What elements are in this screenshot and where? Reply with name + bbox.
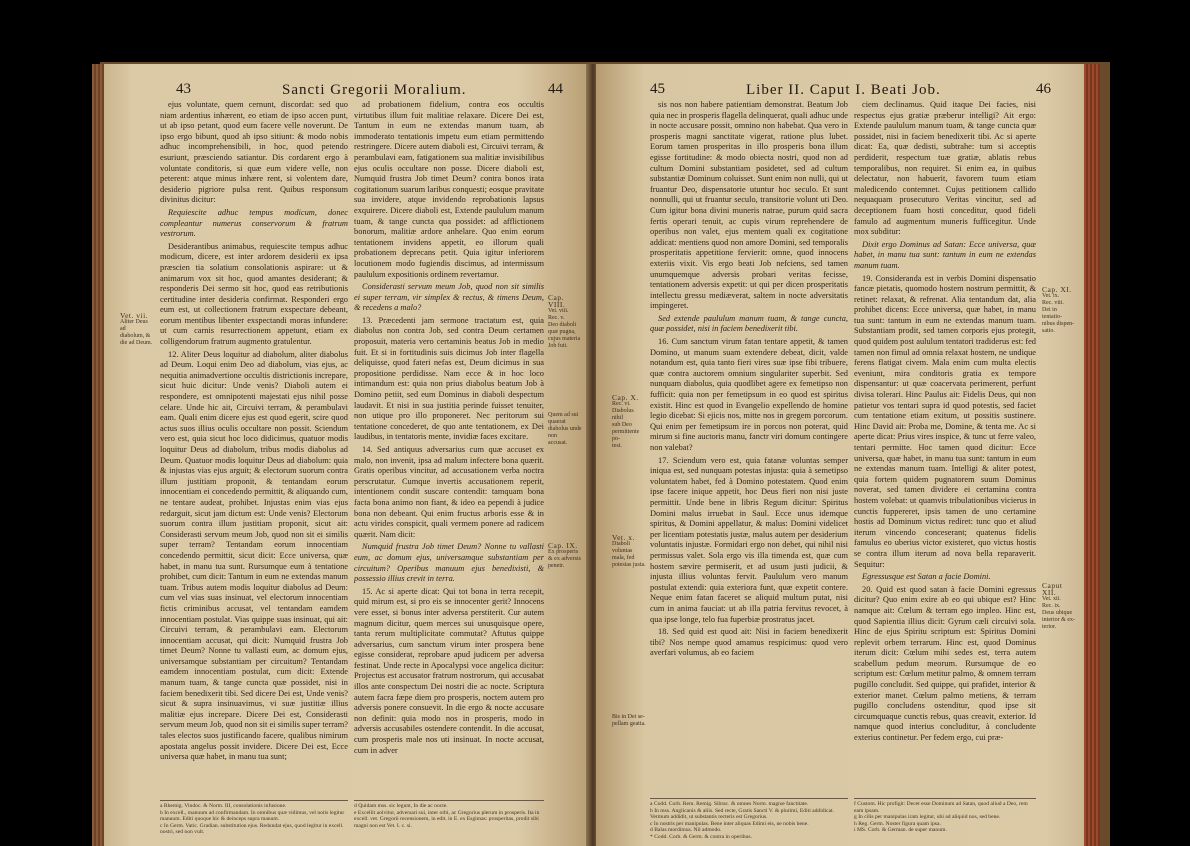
margin-note: Cap. VIII. Vet. viii. Rec. v. Deo diaboli quæ pugna, cujus materia Job fuit. (548, 293, 581, 349)
text-column-right (854, 100, 1036, 794)
paragraph: ad probationem fidelium, contra eos occultis virtutibus illum fuit malitiae relaxare. Dicere Dei est, Tantum in eum ne extendas manum tuam, ab immoderato tentationis impetu eum etiam permittendo restringere. Dicere autem diaboli est, Circuivi terram, & perambulavi eam, fatigationem sua malitiæ invisibilibus ejus oculis occultare non posse. Dicere diaboli est, Numquid frustra Job timet Deum? contra bonos irata cogitationum suarum laribus conquesti; eosque pravitate sua invidere, atque invidendo reprobationis lapsus exquirere. Dicere diaboli est, Extende paululum manum tuam, & tange cuncta qua possidet: ad afflictionem bonorum, malitiæ ardore anhelare. Quo enim eorum tentationem invidens appetit, eo illorum quali probationem deprecans petit. Quia igitur inferiorem locutionem modo fugiendis discimus, ad intermissum paululum expositionis ordinem revertamur. (354, 100, 544, 279)
margin-note: Cap. X. Rec. vi. Diabolus nihil sub Deo permittente po- test. (612, 393, 640, 449)
text-column-left (160, 100, 348, 800)
scripture-quote: Egressusque est Satan a facie Domini. (862, 572, 991, 582)
margin-note: Bis in Dei se- pellam geatia. (612, 714, 646, 727)
right-page (596, 64, 1084, 846)
paragraph: ciem declinamus. Quid itaque Dei facies, nisi respectus ejus gratiæ præberur intelligi? Ait ergo: Extende paululum manum tuam, & tange cuncta quæ possidet, nisi in faciem benedixerit tibi. Ac si aperte dicat: Ea, quæ dedisti, subtrahe: tum si acceptis perdiderit, respectum tuæ gratiæ, ablatis rebus temporalibus, non requiret. Si enim ea, in quibus delectatur, non habuerit, favorem tuum etiam maledicendo contemnet. Cujus petitionem callido nequaquam prosecuturo Veritas vincitur, sed ad deceptionem fuam hosti conceditur, quod fideli famulo ad augmentum muneris fufficegitur. Unde mox subditur: (854, 100, 1036, 237)
footnotes: d Quidam mss. sic legunt, In die ac nocte. e Excellit aolvitur, adversari sui, inter orbi, ac Gregorius plerum in prosperis. Ita in excell. vet. Gregorii recensionem, in edit. in E. ex Esgimas: prosperitas, prodit sibi magni non est Vet. I. c. si. (354, 800, 544, 845)
margin-note: Vet. x. Diaboli voluntas mala, fed potestas justa. (612, 533, 646, 568)
paragraph: 14. Sed antiquus adversarius cum quæ accuset ex malo, non invenit, ipsa ad malum infectere bona quærit. Gratis operibus vincitur, ad accusationem verba noctra perscrutatur. Cumque invertis accusationem reperit, intentionem condit suscare contendit: tamquam bona facta bona animo non fiant, & ideo ea pependi à judice bona non debeant. Qui enim fructus arboris esse & in actu virides conspicit, quali vermem ponere ad radicem quærit. Nam dicit: (354, 445, 544, 539)
margin-note: Cap. IX. Ex prosperis & ex adversis penetr. (548, 541, 581, 569)
paragraph: 17. Sciendum vero est, quia fatanæ voluntas semper iniqua est, sed nunquam potestas injusta: quia à semetipso voluntatem habet, fed à Domino potestatem. Quod enim ipse facere inique appetit, hoc Deus fieri non nisi juste permittit. Unde bene in libris Regum dicitur: Spiritus Domini malus irruebat in Saul. Ecce unus idemque spiritus, & Domini appellatur, & malus: Domini videlicet per licentiam potestatis justæ, malus autem per desiderium voluntatis injustæ. Formidari ergo non debet, qui nihil nisi permissus valet. Sola ergo vis illa timenda est, quæ cum hostem sævire permiserit, et ad usum justi judicii, & injusta illius voluntas fervit. Paululum vero manum postulat extendi: quia exteriora funt, quæ expetit contere. Neque enim fatan faceret se aliquid multum putat, nisi cum in anima fauciat: ut ab illa patria fervitus revocet, à qua ipse longe, telo fua fuperbiæ prostratus jacet. (650, 455, 848, 624)
paragraph: ejus voluntate, quem cernunt, discordat: sed quo niam ardentius inhærent, eo etiam de ipso accen punt, ut ab ipso petant, quod eum facere velle noverunt. De ipso ergo bibunt, quod ab ipso sitiunt: & modo nobis adhuc incomprehensibili, in hoc, quod petendo esuriunt, præsciendo satiantur. Dis cordarent ergo à voluntate conditoris, si quæ eum videre velle, non peterent: atque minus inhære rent, si volentem dare, desiderio pigriore pulsa rent. Quibus responsum divinitus dicitur: (160, 100, 348, 205)
paragraph: Desiderantibus animabus, requiescite tempus adhuc modicum, dicere, est inter ardorem desiderii ex ipsa præscien tia solatium consolationis aspirare: ut & animarum vox sit hoc, quod amantes desiderant; & responderis Dei sermo sit hoc, quod eas retributionis certitudine inter desideria confirmat. Responderi ergo eum est, ut collectionem fratrum exspectare debeant, eorum mentibus libenter exspectandi moras infundere: ut cum carnis resurrectionem appetunt, etiam ex colligendorum fratrum augmento gratulentur. (160, 241, 348, 347)
running-head: Liber II. Caput I. Beati Job. (746, 82, 941, 98)
paragraph: sis nos non habere patientiam demonstrat. Beatum Job quia nec in prosperis flagella delinquerat, quali adhuc unde in nocte accusare possit, omnino non habebat. Qua vero in prosperis magni sanctitate vigerat, ratione plus lubet. Eorum tamen prosperitas in illo prosperis bona illum egisse fortitudine: & modo obiecta nostri, quod non ad cultum Domini substantiam posidetet, sed ad cultum substantiæ Dominum coluisset. Sunt enim non nulli, qui ut fruantur Deo, dispensatorie utuntur hoc seculo. Et sunt nonnulli, qui ut fruantur seculo, transitorie volunt uti Deo. Cum igitur bona divini muneris natrae, purum quid sacra fertis operari tenuit, ac cupis virum reprehendere de operibus non valet, ejus mentem quali ex cogitatione addicat: mentiens quod non amore Domini, sed temporalis prosperitatis appetitione fervierit: omne, quod innocens exteriis vixit. Vis ergo beati Job nefciens, sed tamen unumquemque adversis probari veritas fecisse, tentationem adversis expetit: ut qui per dicen prosperitatis intellectu gressu mediæverat, saltem in nocte adversitatis impingeret. (650, 100, 848, 311)
paragraph: 12. Aliter Deus loquitur ad diabolum, aliter diabolus ad Deum. Loqui enim Deo ad diabolum, vias ejus, ac nequitia animadvertione occultis districtionis increpare, sicut huic dicitur: Unde venis? Diaboli autem ei respondere, est omnipotenti majestati ejus nihil posse celare. Unde hic ait, Circuivi terram, & perambulavi eam. Quali enim dicere ejus est quod egerit, scire quod actus suos illius oculis occultare non possit. Sciendum vero est, quia sicut hoc loco didicimus, quatuor modis loquitur Deus ad diabolum, tribus modis diabolus ad Deum. Quatuor modis loquitur Deus ad diabolum: quia & injustas vias ejus arguit; & electorum suorum contra illum justitiam proponit, & tentandam eorum innocentiam ei concedendo permittit, & aliquando cum, ne tentare audeat, prohibet. Injustas enim vias ejus redarguit, sicut jam dictum est: Unde venis? Electorum suorum contra illum justitiam proponit, sicut ait: Considerasti servum meum Job, quod non sit ei similis super terram? Tentandam eorum innocentiam concedendo permittit, sicut dicit: Ecce universa, quæ habet, in manu tua sunt. Rursumque eum à tentatione prohibet, cum dicit: Tantum in eum ne extendas manum tuam. Tribus autem modis loquitur diabolus ad Deum: cum vel vias suas insinuat, vel electorum innocentiam fictis criminibus accusat, vel tentandam eamdem innocentiam postulat. Vias quippe suas insinuat, qui ait: Circuivi terram, & perambulavi eam. Electorum innocentiam accusat, qui dicit: Numquid frustra Job timet Deum? Nonne tu vallasti eum, ac domum ejus, universamque substantiam per circuitum? Tentandam eamdem innocentiam postulat, cum dicit: Extende manum tuam, & tange cuncta quæ possidet, nisi in faciem benedixerit tibi. Sed dicere Dei est, Unde venis? sicut & supra insinuavimus, vi suæ justitiæ illius malitiæ ejus increpare. Dicere Dei est, Considerasti servum meum Job, quod non sit ei similis super terram? tales electos suos justificando facere, qualibus nimirum apostata angelus possit invidere. Dicere Dei est, Ecce universa quæ habet, in manu tua sunt; (160, 349, 348, 762)
page-number: 44 (548, 81, 563, 97)
left-page-edges (92, 64, 104, 846)
scripture-quote: Considerasti servum meum Job, quod non sit similis ei super terram, vir simplex & rectus, & timens Deum, & recedens a malo? (354, 282, 544, 313)
right-page-edges (1084, 64, 1100, 846)
footnotes: f Custom. Hic profigit: Decet esse Dominum ad Satan, quod aliud a Deo, rem eam ipsam. g In cilis per manipulas iram legitur, ubi ad aliquid nos, sed bene. h Reg. Germ. Noster figura quam ipsa. i MS. Corb. & German. de super manum. (854, 798, 1036, 845)
paragraph: 18. Sed quid est quod ait: Nisi in faciem benedixerit tibi? Nos nempe quod amamus respicimus: quod vero averfari volumus, ab eo faciem (650, 627, 848, 658)
paragraph: 19. Consideranda est in verbis Domini dispensatio fancæ pietatis, quomodo hostem nostrum permittit, & retinet: relaxat, & refrenat. Alia tentandum dat, alia prohibet dicens: Ecce universa, quæ habet, in manu tua sunt: tantum in eum ne extendas manum tuam. Substantiam prodit, sed tamen corporis ejus protegit, quod quidem post aululum tentatori tradiderus est: fed tamen non fimul ad omnia relaxat hostem, ne undique ferens flatigat civem. Mala enim cum multa electis eveniunt, mira conditoris gratia ex tempore dispensantur: ut quæ coacervata perimerent, perfunt divisa tolerari. Hinc Paulus ait: Fidelis Deus, qui non patietur vos tentari supra id quod potestis, sed faciet cum tentatione etiam exitum, ut possitis sustinere. Hinc David ait: Proba me, Domine, & tenta me. Ac si aperte dicat: Prius vires inspice, & tunc ut ferre valeo, tentari permitte. Hoc tamen quod dicitur: Ecce universa, quæ habet, in manu tua sunt: tantum in eum ne extendas manum tuam. Intelligi & aliter potest, quia fortem quidem pugnatorem suum Dominus noverat, sed tamen dividere ei certamina contra hostem volebat: ut quamvis tribulationibus vicierus in cunctis fuppereret, ipsis tamen de uno certamine hostis ad Dominum victus rediret: tunc quo et aliud iterum vincendo conceserant; quatenus fidelis famulus eo uberius victor existeret, quo victus hostis se contra illum iterum ad nova bella reparaverit. Sequitur: (854, 273, 1036, 569)
page-number: 43 (176, 81, 191, 97)
scripture-quote: Numquid frustra Job timet Deum? Nonne tu vallasti eum, ac domum ejus, universamque substantiam per circuitum? Operibus manuum ejus benedixisti, & possessio illius crevit in terra. (354, 542, 544, 584)
scripture-quote: Requiescite adhuc tempus modicum, donec compleantur numerus conservorum & fratrum vestrorum. (160, 207, 348, 239)
footnotes: a Rhemig. Vindoc. & Norm. III, consolationis infusione. b In excell., manuum ad confirmandam. In omnibus quæ vidimus, vel notis legitur manuum. Editi quoque hic & deinceps supra manum. c In Germ. Vatic. Gradian. substitution ejus. Redundat ejus, quod legitur in excell. nostri, sed non vult. (160, 800, 348, 845)
margin-note: Cap. XI. Vet. ix. Rec. viii. Dei in tentatio- nibus dispen- satio. (1042, 285, 1075, 334)
text-column-left (650, 100, 848, 794)
margin-note: Quem ad sui quaerat diabolus unde non accusat. (548, 412, 582, 446)
scripture-quote: Dixit ergo Dominus ad Satan: Ecce universa, quæ habet, in manu tua sunt: tantum in eum ne extendas manum tuam. (854, 239, 1036, 270)
paragraph: 20. Quid est quod satan à facie Domini egressus dicitur? Quo enim exire ab eo qui ubique est? Hinc namque ait: Cœlum & terram ego impleo. Hinc est, quod Sapientia illius dicit: Gyrum cæli circuivi sola. Hinc de ejus Spiritu scriptum est: Spiritus Domini replevit orbem terrarum. Hinc est, quod Dominus iterum dicit: Cœlum mihi sedes est, terra autem scabellum pedum meorum. Rursumque de eo scriptum est: Cœlum metitur palmo, & omnem terram pugillo concludit. Sed quippe, qui prafidet, interior & exterior manet. Cœlum palmo metiens, & terram pugillo concludens ostenditur, quod ipse sit circumquaque cunctis rebus, quas creavit, exterior. Id namque quod interius concluditur, à concludente exterius continetur. Per fedem ergo, cui præ- (854, 584, 1036, 743)
page-number: 45 (650, 81, 665, 97)
paragraph: 13. Præcedenti jam sermone tractatum est, quia diabolus non contra Job, sed contra Deum certamen proposuit, materia vero certaminis beatus Job in medio fuit. Et si in fortitudinis suis dicimus Job inter flagella deliquisse, quod fateri nefas est, Deum dicimus in sua propositione perdidisse. Nam ecce & in hoc loco intimandum est: quia non prius diabolus beatum Job à Domino petiit, sed eum Dominus in diaboli despectum laudavit. Et nisi in sua justitia perinde fuisset tenuiter, non utique pro illo proponeret. Nec peritorum sui tentatione concederet, de quo ante tentationem, ex Dei laudibus, in tentatoris mente, invidiæ faces excitare. (354, 315, 544, 442)
scripture-quote: Sed extende paululum manum tuam, & tange cuncta, quæ possidet, nisi in faciem benedixerit tibi. (650, 313, 848, 334)
paragraph: 16. Cum sanctum virum fatan tentare appetit, & tamen Domino, ut manum suam extendere debeat, dicit, valde notandum est, quia tanto fieri vires suæ ipse fibi tribuere, quæ contra auctorem omnium singulariter superbit. Sed nunquam diabolus, quia quodlibet agere ex femetipso non fufficit: quia non per femetipsum in eo quod est spiritus existit. Hinc est quod in Evangelio expellendo de homine legio dicebat: Si ejicis nos, mitte nos in gregem porcorum. Qui enim per femetipsum ire in porcos non poterat, quid mirum si fine auctoris manu, fanctr viri domum contingere non valebat? (650, 337, 848, 452)
text-column-right (354, 100, 544, 786)
margin-note: Caput XII. Vet. xii. Rec. ix. Deus ubique interior & ex- terior. (1042, 581, 1075, 630)
left-page (104, 64, 590, 846)
page-number: 46 (1036, 81, 1051, 97)
margin-note: Vet. vii. Aliter Deus ad diabolum, & die ad Deum. (120, 311, 153, 346)
paragraph: 15. Ac si aperte dicat: Qui tot bona in terra recepit, quid mirum est, si pro eis se innocenter gerit? Innocens vere esset, si bonus inter adversa perstiterit. Cur autem magnum dicitur, quem merces sui unusquisque opere, tanta rerum multiplicitate commutat? Aftutus quippe adversarius, cum sanctum virum inter prospera bene egisse considerat, reprobare apud judicem per adversa festinat. Unde recte in Apocalypsi voce angelica dicitur: Projectus est accusator fratrum nostrorum, qui accusabat illos ante conspectum Dei nostri die ac nocte. Scriptura autem facra fæpe diem pro prosperis, noctem autem pro adversis ponere consuevit. In die ergo & nocte accusare non definit: quia modo nos in prosperis, modo in adversis accusabiles ostendere contendit. In die accusat, cum prosperis male nos uti insinuat. In nocte accusat, cum in adver (354, 586, 544, 755)
footnotes: a Codd. Corb. Rem. Remig. Sibrac. & omnes Norm. magnæ fanctitate. b In mss. Anglicanis & aliis. Sed recte, Gratis Sancti V. & plurimi, Editi addidicat. Vermum addidit, ut substantis recteris est Gregorius. c In nostris per manipulas. Bene inter aliquas Edimi eis, ne nobis bene. d Balas mordimus. Nil admodo. * Codd. Corb. & Germ. & contra in operibus. (650, 798, 848, 845)
running-head: Sancti Gregorii Moralium. (282, 82, 467, 98)
